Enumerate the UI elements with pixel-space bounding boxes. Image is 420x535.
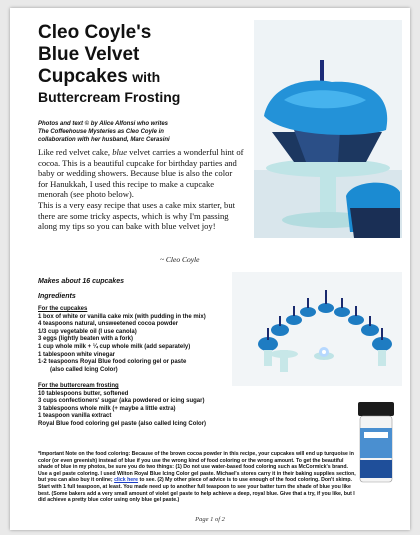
credit-line-1: Photos and text © by Alice Alfonsi who writes [38,121,168,127]
click-here-link[interactable]: click here [114,477,139,484]
note-part-2: to see. (2) My other piece of advice is to use enough of the food coloring. Don't skimp. Start with 1 full teaspoon, at least. You made need up to another full teaspoon to see your batter turn the shade of blue you like best. (Some bakers add a very small amount of violet gel paste to help achieve a deep, royal blue. Give that a try, if you like, but I did achieve a pretty blue color using only blue gel paste.) [38,477,355,504]
recipe-title [38,22,248,105]
ingredient-line: 3 eggs (lightly beaten with a fork) [38,336,134,343]
ingredient-line: 1/3 cup vegetable oil (I use canola) [38,328,137,335]
title-line-3b [132,69,160,85]
intro-p1b: blue [112,147,128,157]
frosting-section [38,383,238,429]
recipe-page [10,8,410,530]
signature: ~ Cleo Coyle [160,255,200,264]
credit-line-2: The Coffeehouse Mysteries as Cleo Coyle in [38,129,164,135]
intro-text [38,147,244,232]
photo-credit [38,120,238,144]
cupcakes-heading: For the cupcakes [38,306,88,312]
page-footer: Page 1 of 2 [195,516,225,523]
ingredient-line: 10 tablespoons butter, softened [38,390,129,397]
ingredient-line: 1 tablespoon white vinegar [38,351,116,358]
ingredient-line: 1 box of white or vanilla cake mix (with pudding in the mix) [38,313,206,320]
ingredient-line: 4 teaspoons natural, unsweetened cocoa powder [38,321,179,328]
ingredient-line: 1 cup whole milk + ¼ cup whole milk (add separately) [38,343,191,350]
cupcakes-section [38,306,238,374]
food-coloring-note [38,451,356,504]
yield-text: Makes about 16 cupcakes [38,278,124,285]
cupcake-stand-photo [254,20,402,238]
note-part-1: *Important Note on the food coloring: Because of the brown cocoa powder in this recipe, your cupcakes will end up turquoise in color (or even greenish) instead of blue if you use the wrong kind of food coloring or the wrong amount. To get the beautiful shade of blue in my photos, be sure you do two things: (1) Do not use water-based food coloring such as McCormick's brand. Use a gel paste coloring. I used Wilton Royal Blue Icing Color gel paste. Michael's stores carry it in their baking supplies section, but you can also buy it online; [38,451,356,484]
title-line-3: Cupcakes [38,66,128,87]
credit-line-3: collaboration with her husband, Marc Cerasini [38,137,170,143]
cupcake-menorah-photo [232,272,402,386]
intro-p1c: velvet carries a wonderful hint of cocoa. This is a beautiful cupcake for birthday parties and baby or wedding showers. Because blue is also the color for Hanukkah, I used this recipe to make a cupcake menorah (see photo below). [38,147,244,200]
intro-p2: This is a very easy recipe that uses a cake mix starter, but there are some tricky aspects, which is why I'm passing along my tips so you can bake with blue velvet joy! [38,199,236,232]
ingredients-heading: Ingredients [38,293,76,300]
intro-p1a: Like red velvet cake, [38,147,111,157]
ingredient-line: Royal Blue food coloring gel paste (also called Icing Color) [38,420,207,427]
frosting-heading: For the buttercream frosting [38,383,119,389]
ingredient-line: 1-2 teaspoons Royal Blue food coloring gel or paste [38,359,187,366]
title-line-4: Buttercream Frosting [38,89,181,105]
ingredient-line: 3 tablespoons whole milk (+ maybe a little extra) [38,405,176,412]
ingredient-line: (also called Icing Color) [50,366,118,373]
title-line-2: Blue Velvet [38,44,140,65]
ingredient-line: 3 cups confectioners' sugar (aka powdered or icing sugar) [38,398,205,405]
title-with: with [132,69,161,85]
ingredient-line: 1 teaspoon vanilla extract [38,413,112,420]
icing-color-jar-image [354,398,398,488]
title-line-1: Cleo Coyle's [38,22,152,43]
